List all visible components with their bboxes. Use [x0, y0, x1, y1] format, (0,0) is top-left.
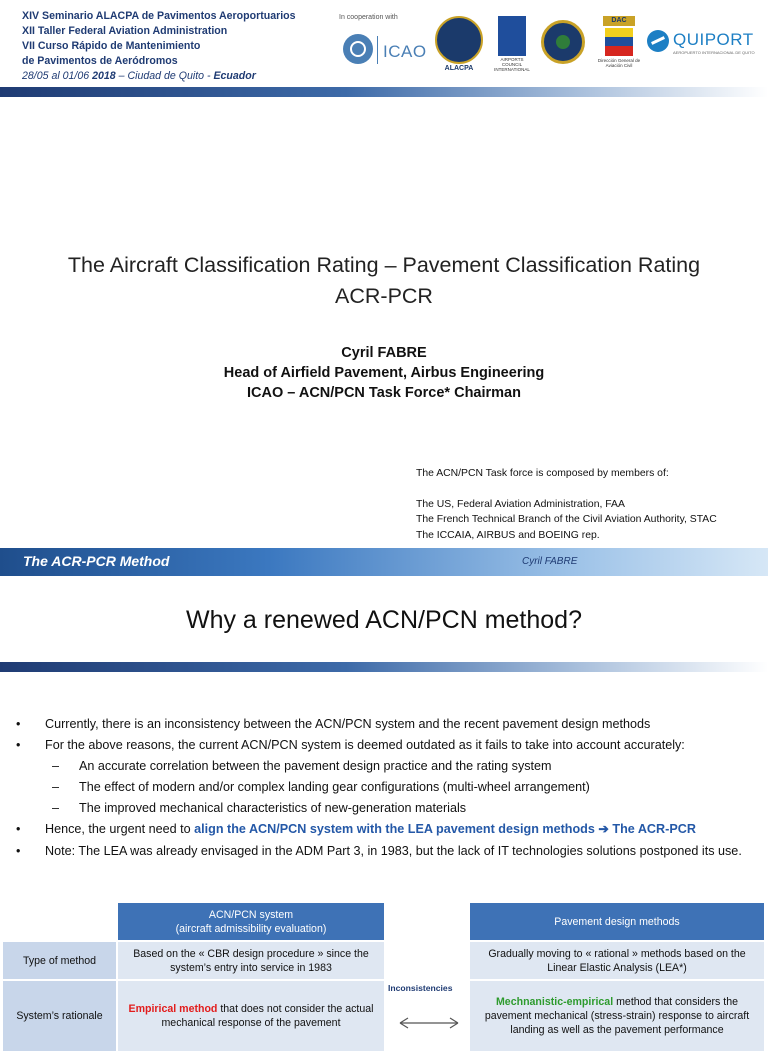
- header-line-4: de Pavimentos de Aeródromos: [22, 55, 178, 67]
- quiport-logo-subtext: AEROPUERTO INTERNACIONAL DE QUITO: [673, 50, 755, 55]
- header-line-1: XIV Seminario ALACPA de Pavimentos Aeroportuarios: [22, 10, 296, 22]
- cooperation-label: In cooperation with: [339, 14, 398, 21]
- cell-design-rationale: [470, 981, 764, 1051]
- note-item: The US, Federal Aviation Administration, FAA: [416, 498, 625, 510]
- aci-logo-icon: [498, 16, 526, 56]
- dash-marker: –: [52, 759, 60, 774]
- bullet-text: Note: The LEA was already envisaged in the ADM Part 3, in 1983, but the lack of IT technologies solutions postponed its use.: [45, 843, 742, 858]
- design-rationale-text: method that considers the pavement mechanical (stress-strain) response to aircraft landing as well as the pavement performance: [484, 996, 750, 1036]
- empirical-label: Empirical method: [128, 1003, 218, 1015]
- header-line-2: XII Taller Federal Aviation Administration: [22, 25, 228, 37]
- dac-flag-icon: [605, 28, 633, 56]
- bullet-item: [14, 821, 759, 838]
- bullet-item: [14, 737, 759, 754]
- header-line-3: VII Curso Rápido de Mantenimiento: [22, 40, 201, 52]
- bullet-item: [14, 843, 759, 860]
- dac-logo-text: Dirección General de Aviación Civil: [597, 58, 641, 68]
- bullet-marker: •: [16, 738, 21, 753]
- quiport-logo-text: QUIPORT: [673, 30, 754, 49]
- note-item: The French Technical Branch of the Civil Aviation Authority, STAC: [416, 514, 717, 525]
- title-line-2: ACR-PCR: [335, 284, 433, 308]
- bullet-text: For the above reasons, the current ACN/PCN system is deemed outdated as it fails to take into account accurately:: [45, 738, 685, 753]
- bullet-marker: •: [16, 717, 21, 731]
- inconsistencies-label: Inconsistencies: [388, 983, 453, 993]
- author-role-2: ICAO – ACN/PCN Task Force* Chairman: [247, 385, 521, 401]
- header-line: (aircraft admissibility evaluation): [175, 922, 327, 935]
- aci-logo-text: AIRPORTS COUNCIL INTERNATIONAL: [494, 57, 530, 72]
- sub-bullet-text: The effect of modern and/or complex landing gear configurations (multi-wheel arrangement): [79, 780, 590, 795]
- row-label-rationale: System’s rationale: [3, 981, 116, 1051]
- table-header-design: Pavement design methods: [470, 903, 764, 940]
- date-range: 28/05 al 01/06: [22, 70, 93, 82]
- bullet-marker: •: [16, 843, 21, 858]
- bullet-text: Currently, there is an inconsistency between the ACN/PCN system and the recent pavement design methods: [45, 717, 651, 731]
- date-country: Ecuador: [213, 70, 256, 82]
- quiport-logo-icon: [647, 30, 669, 52]
- bullet-text: Hence, the urgent need to: [45, 822, 195, 837]
- logo-divider: [377, 36, 378, 64]
- sub-bullet-text: An accurate correlation between the pavement design practice and the rating system: [79, 759, 552, 774]
- header-divider-bar: [0, 87, 768, 97]
- bullet-item: [14, 716, 759, 733]
- dash-marker: –: [52, 780, 60, 795]
- bullet-marker: •: [16, 822, 21, 837]
- date-year: 2018: [92, 70, 116, 82]
- slide-title: Why a renewed ACN/PCN method?: [185, 606, 582, 634]
- footer-author: Cyril FABRE: [522, 556, 578, 567]
- slide-footer: [0, 548, 768, 576]
- header-line: ACN/PCN system: [208, 908, 294, 921]
- bullet-list: [14, 716, 759, 864]
- content-slide: [0, 576, 768, 1036]
- seminar-header: [22, 9, 342, 84]
- note-item: The ICCAIA, AIRBUS and BOEING rep.: [416, 529, 600, 541]
- author-role: Head of Airfield Pavement, Airbus Engineering: [223, 365, 545, 381]
- acn-rationale-text: that does not consider the actual mechanical response of the pavement: [161, 1003, 374, 1029]
- cell-acn-rationale: [118, 981, 384, 1051]
- date-city: – Ciudad de Quito -: [115, 70, 214, 82]
- alacpa-logo-text: ALACPA: [444, 65, 474, 72]
- cell-design-type: Gradually moving to « rational » methods based on the Linear Elastic Analysis (LEA*): [470, 942, 764, 979]
- presentation-title: [0, 250, 768, 312]
- row-label-type: Type of method: [3, 942, 116, 979]
- faa-seal-icon: [541, 20, 585, 64]
- dash-marker: –: [52, 801, 60, 816]
- sub-bullet-item: [14, 758, 759, 775]
- partner-logos: [335, 8, 765, 70]
- sub-bullet-text: The improved mechanical characteristics of new-generation materials: [79, 801, 467, 816]
- cell-acn-type: Based on the « CBR design procedure » since the system’s entry into service in 1983: [118, 942, 384, 979]
- highlighted-text: align the ACN/PCN system with the LEA pavement design methods ➔ The ACR-PCR: [194, 822, 696, 837]
- title-line-1: The Aircraft Classification Rating – Pavement Classification Rating: [67, 253, 701, 277]
- mechanistic-label: Mechnanistic-empirical: [495, 996, 614, 1008]
- table-header-acn: [118, 903, 384, 940]
- sub-bullet-item: [14, 800, 759, 817]
- dac-logo-label: DAC: [603, 16, 635, 26]
- title-divider-bar: [0, 662, 768, 672]
- sub-bullet-item: [14, 779, 759, 796]
- alacpa-logo-icon: [435, 16, 483, 64]
- task-force-note: [416, 466, 717, 543]
- icao-logo-text: ICAO: [383, 42, 427, 61]
- author-name: Cyril FABRE: [341, 345, 427, 361]
- date-line: [22, 69, 342, 84]
- footer-method-title: The ACR-PCR Method: [23, 553, 170, 569]
- author-block: [0, 343, 768, 403]
- double-arrow-icon: [398, 1017, 460, 1029]
- icao-emblem-icon: [343, 34, 373, 64]
- note-intro: The ACN/PCN Task force is composed by members of:: [416, 468, 669, 479]
